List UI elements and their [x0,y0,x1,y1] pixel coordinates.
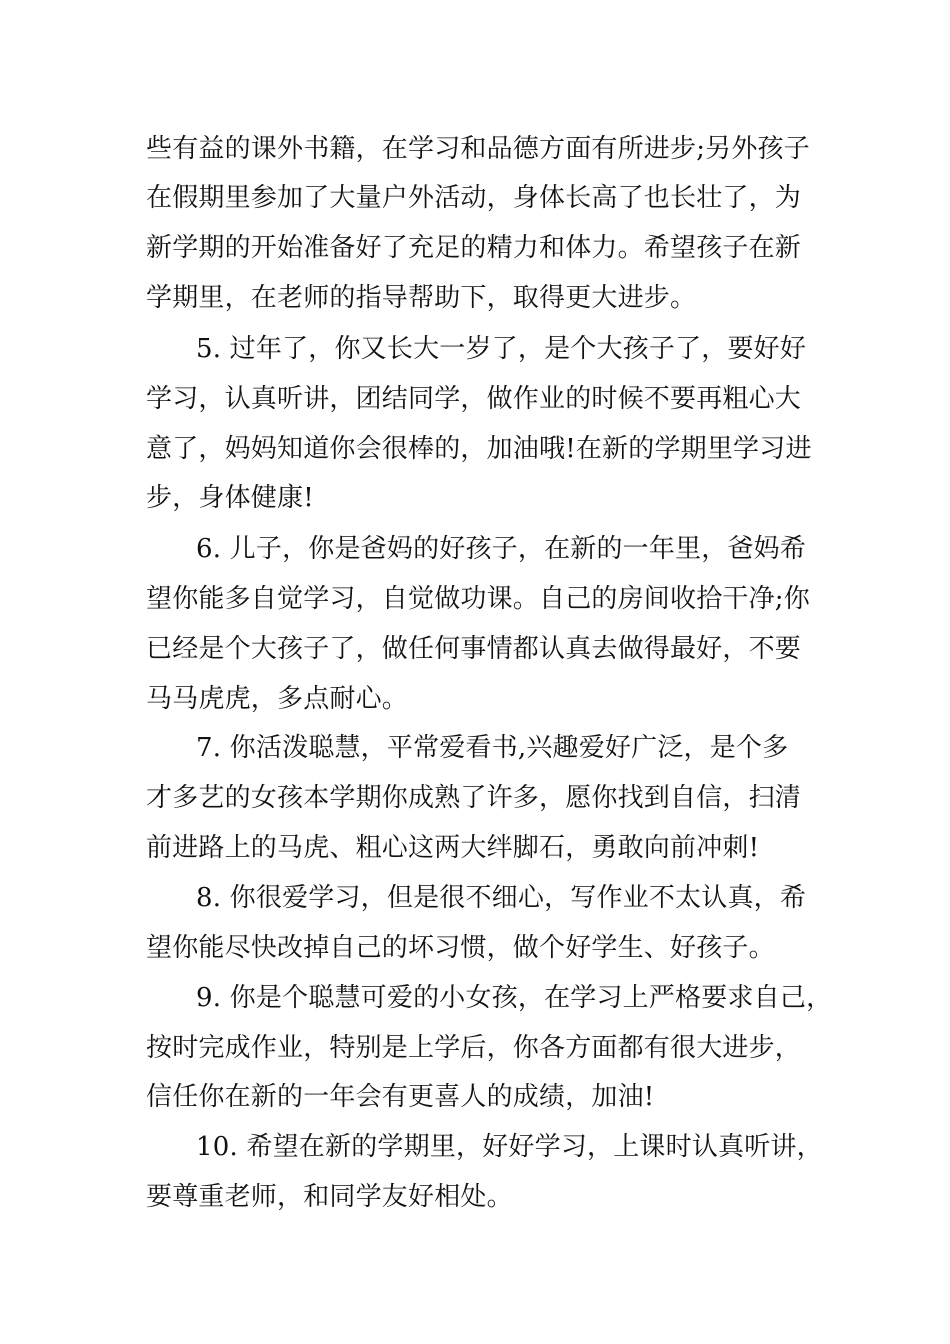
text-line: 要尊重老师，和同学友好相处。 [146,1182,513,1212]
text-line: 信任你在新的一年会有更喜人的成绩，加油! [146,1082,655,1112]
text-line: 步，身体健康! [146,483,314,513]
text-line: 望你能多自觉学习，自觉做功课。自己的房间收拾干净;你 [146,584,810,614]
list-item-6-first-line: 6. 儿子，你是爸妈的好孩子，在新的一年里，爸妈希 [196,534,807,564]
text-line: 才多艺的女孩本学期你成熟了许多，愿你找到自信，扫清 [146,783,802,813]
text-line: 望你能尽快改掉自己的坏习惯，做个好学生、好孩子。 [146,933,775,963]
list-item-8-first-line: 8. 你很爱学习，但是很不细心，写作业不太认真，希 [196,883,807,913]
list-item-7-first-line: 7. 你活泼聪慧，平常爱看书,兴趣爱好广泛，是个多 [196,733,789,763]
text-line: 按时完成作业，特别是上学后，你各方面都有很大进步， [146,1033,802,1063]
text-line: 已经是个大孩子了，做任何事情都认真去做得最好，不要 [146,634,802,664]
text-line: 学习，认真听讲，团结同学，做作业的时候不要再粗心大 [146,384,802,414]
text-line: 马马虎虎，多点耐心。 [146,684,409,714]
text-line: 新学期的开始准备好了充足的精力和体力。希望孩子在新 [146,233,802,263]
list-item-5-first-line: 5. 过年了，你又长大一岁了，是个大孩子了，要好好 [196,334,807,364]
list-item-10-first-line: 10. 希望在新的学期里，好好学习，上课时认真听讲， [196,1132,823,1162]
text-line: 学期里，在老师的指导帮助下，取得更大进步。 [146,283,697,313]
text-line: 意了，妈妈知道你会很棒的，加油哦!在新的学期里学习进 [146,434,812,464]
text-line: 前进路上的马虎、粗心这两大绊脚石，勇敢向前冲刺! [146,833,760,863]
text-line: 在假期里参加了大量户外活动，身体长高了也长壮了，为 [146,183,802,213]
list-item-9-first-line: 9. 你是个聪慧可爱的小女孩，在学习上严格要求自己， [196,983,833,1013]
text-line: 些有益的课外书籍，在学习和品德方面有所进步;另外孩子 [146,134,810,164]
